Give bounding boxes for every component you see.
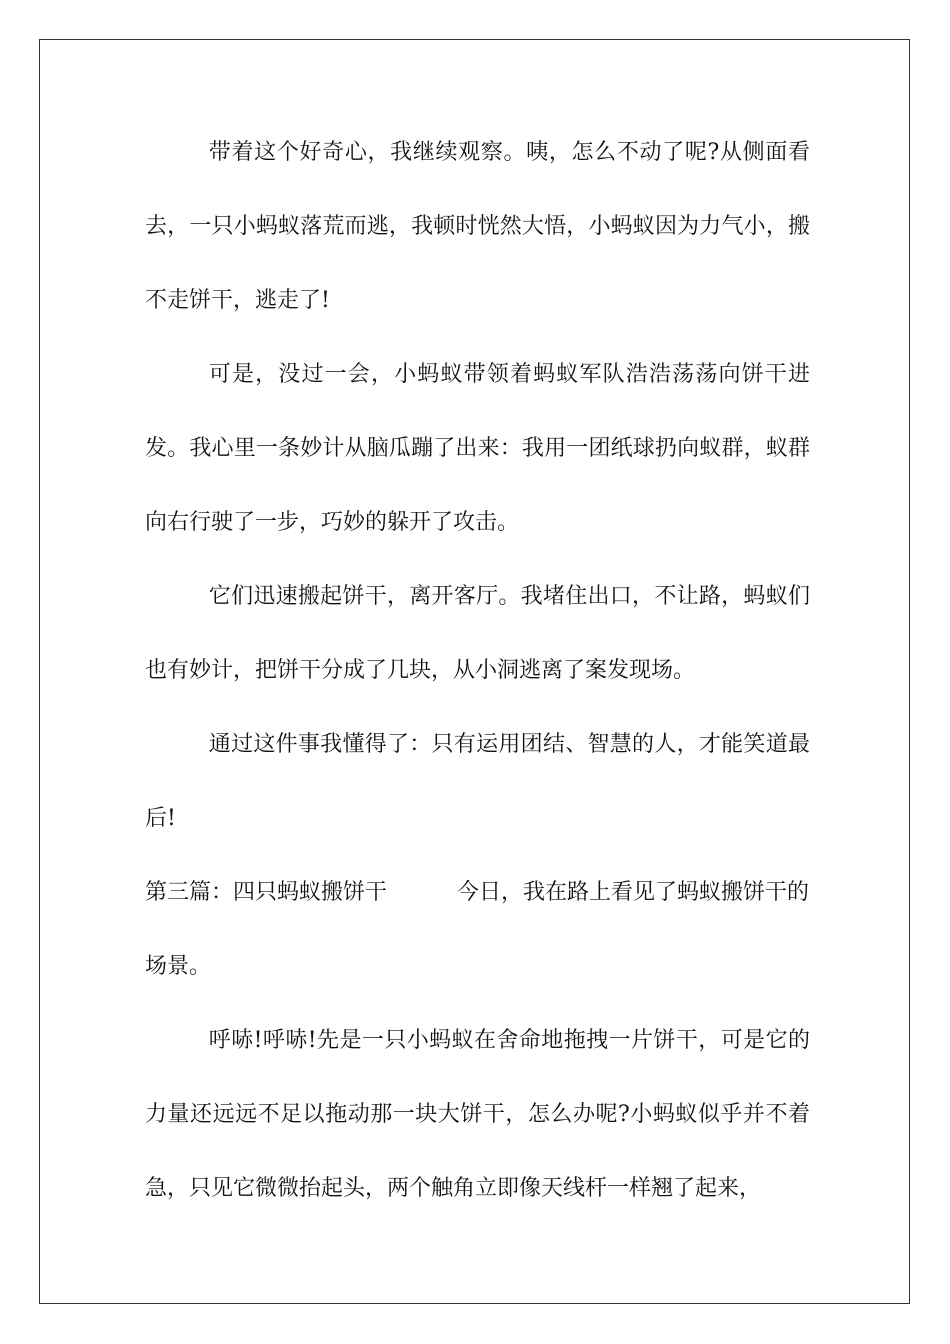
paragraph: 它们迅速搬起饼干，离开客厅。我堵住出口，不让路，蚂蚁们也有妙计，把饼干分成了几块，从小洞逃离了案发现场。 (145, 584, 810, 683)
paragraph: 带着这个好奇心，我继续观察。咦，怎么不动了呢?从侧面看去，一只小蚂蚁落荒而逃，我顿时恍然大悟，小蚂蚁因为力气小，搬不走饼干，逃走了! (145, 140, 810, 313)
section-heading: 第三篇：四只蚂蚁搬饼干 (145, 880, 388, 905)
paragraph: 可是，没过一会，小蚂蚁带领着蚂蚁军队浩浩荡荡向饼干进发。我心里一条妙计从脑瓜蹦了出来：我用一团纸球扔向蚁群，蚁群向右行驶了一步，巧妙的躲开了攻击。 (145, 362, 810, 535)
paragraph: 通过这件事我懂得了：只有运用团结、智慧的人，才能笑道最后! (145, 732, 810, 831)
paragraph: 呼哧!呼哧!先是一只小蚂蚁在舍命地拖拽一片饼干，可是它的力量还远远不足以拖动那一块大饼干，怎么办呢?小蚂蚁似乎并不着急，只见它微微抬起头，两个触角立即像天线杆一样翘了起来， (145, 1028, 810, 1201)
document-body (145, 116, 810, 1226)
section-heading-line (145, 856, 810, 1004)
section-intro: 今日，我在路上看见了蚂蚁搬饼干的场景。 (145, 880, 810, 979)
